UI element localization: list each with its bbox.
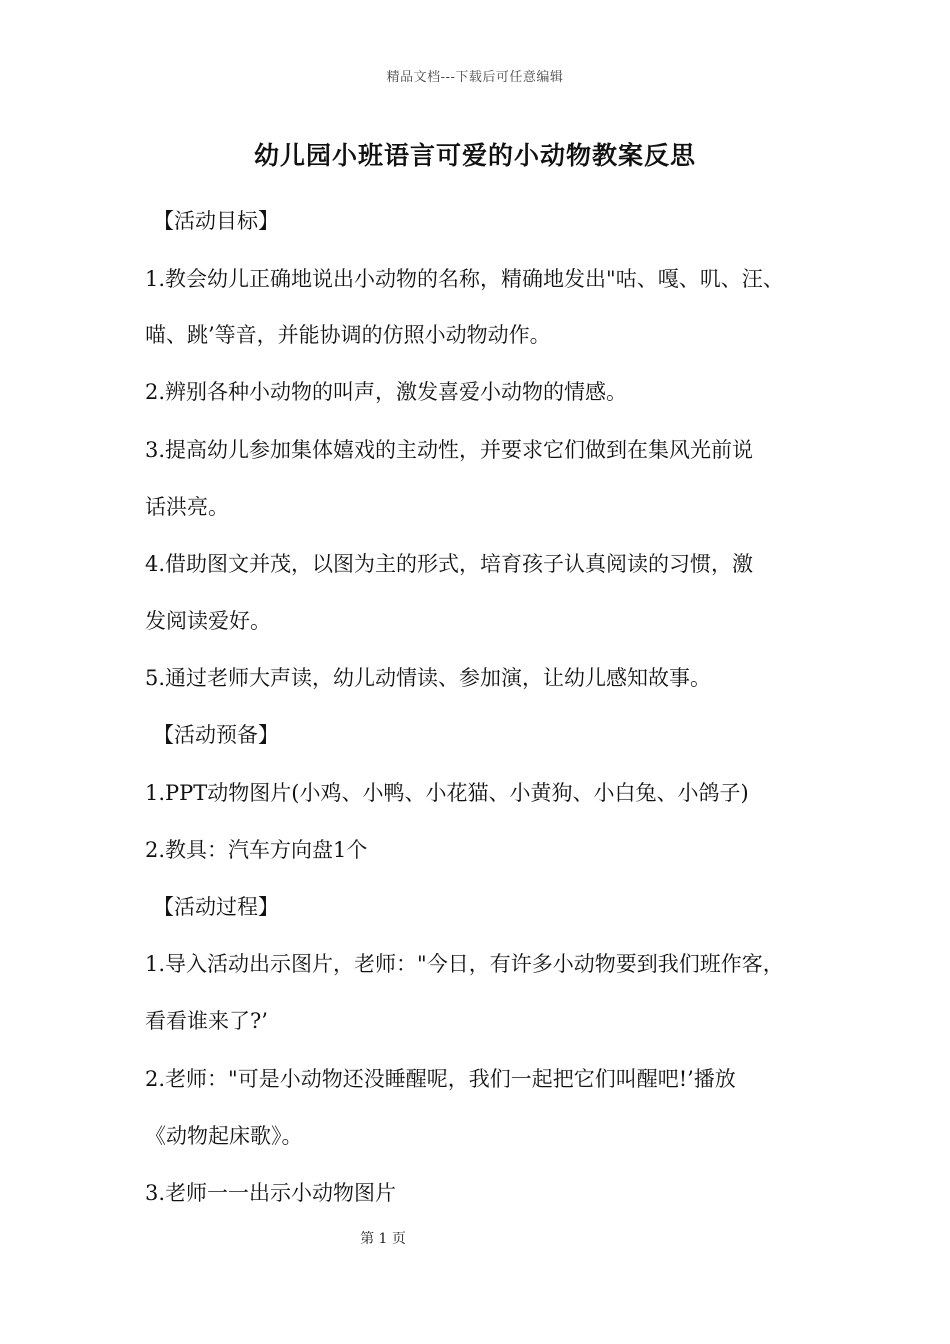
process-line-4: 《动物起床歌》。	[145, 1124, 303, 1148]
process-line-1: 1.导入活动出示图片，老师："今日，有许多小动物要到我们班作客，	[145, 952, 784, 976]
process-line-3: 2.老师："可是小动物还没睡醒呢，我们一起把它们叫醒吧!’播放	[145, 1067, 736, 1091]
goal-line-5: 话洪亮。	[145, 495, 229, 519]
goal-line-7: 发阅读爱好。	[145, 609, 271, 633]
section-heading-goals: 【活动目标】	[153, 209, 279, 233]
page-header: 精品文档---下载后可任意编辑	[386, 70, 564, 85]
goal-line-3: 2.辨别各种小动物的叫声，激发喜爱小动物的情感。	[145, 380, 628, 404]
document-title: 幼儿园小班语言可爱的小动物教案反思	[253, 141, 696, 170]
section-heading-process: 【活动过程】	[153, 895, 279, 919]
page-number: 第 1 页	[360, 1231, 406, 1247]
preparation-line-1: 1.PPT动物图片(小鸡、小鸭、小花猫、小黄狗、小白兔、小鸽子)	[145, 781, 749, 805]
section-heading-preparation: 【活动预备】	[153, 723, 279, 747]
process-line-5: 3.老师一一出示小动物图片	[145, 1181, 397, 1205]
goal-line-6: 4.借助图文并茂，以图为主的形式，培育孩子认真阅读的习惯，激	[145, 552, 754, 576]
process-line-2: 看看谁来了?’	[145, 1009, 268, 1033]
goal-line-4: 3.提高幼儿参加集体嬉戏的主动性，并要求它们做到在集风光前说	[145, 438, 754, 462]
preparation-line-2: 2.教具：汽车方向盘1个	[145, 838, 368, 862]
goal-line-1: 1.教会幼儿正确地说出小动物的名称，精确地发出"咕、嘎、叽、汪、	[145, 267, 784, 291]
goal-line-8: 5.通过老师大声读，幼儿动情读、参加演，让幼儿感知故事。	[145, 666, 712, 690]
goal-line-2: 喵、跳’等音，并能协调的仿照小动物动作。	[145, 323, 551, 347]
